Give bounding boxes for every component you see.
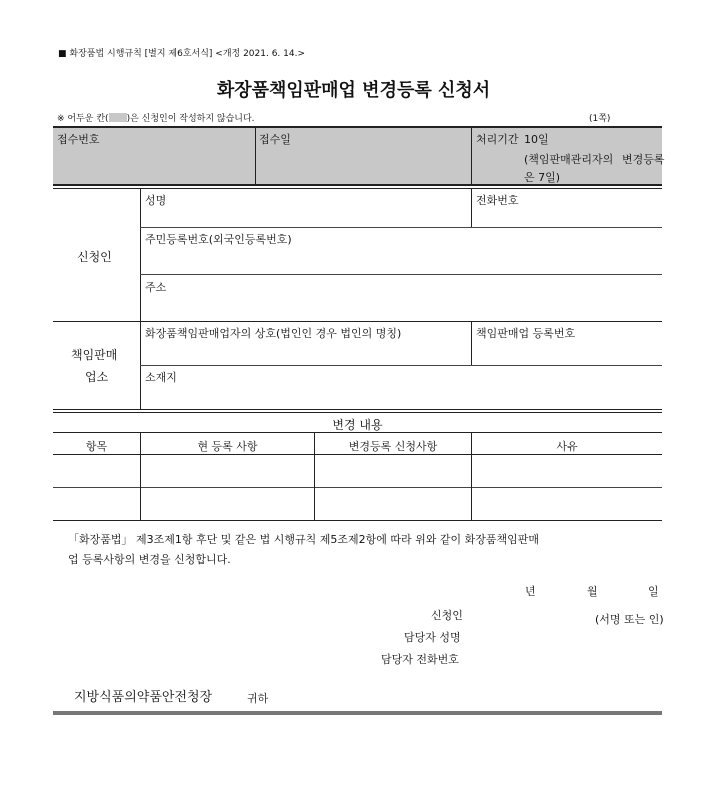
trade-reg-divider [471, 321, 472, 365]
business-section-label-1: 책임판매 [71, 348, 118, 362]
resident-number-label: 주민등록번호(외국인등록번호) [145, 233, 292, 246]
statement-line-1: 「화장품법」 제3조제1항 후단 및 같은 법 시행규칙 제5조제2항에 따라 위와 같이 화장품책임판매 [68, 533, 539, 546]
business-bottom-border-1 [53, 409, 662, 410]
receipt-bottom-border [53, 184, 662, 186]
applicant-top-border [53, 188, 662, 189]
date-month-label: 월 [587, 585, 598, 598]
contact-name-label: 담당자 성명 [404, 631, 461, 644]
receipt-number-label: 접수번호 [57, 133, 100, 146]
col-item-header: 항목 [85, 440, 108, 453]
applicant-row-line-2 [140, 274, 662, 275]
processing-note-3: 은 7일) [524, 171, 561, 184]
receipt-divider-2 [471, 128, 472, 185]
applicant-label-divider [140, 188, 141, 321]
applicant-name-label: 성명 [145, 194, 167, 207]
change-header-line [53, 454, 662, 455]
processing-period-label: 처리기간 [476, 133, 519, 146]
date-year-label: 년 [525, 585, 536, 598]
registration-number-label: 책임판매업 등록번호 [476, 327, 576, 340]
business-location-label: 소재지 [145, 371, 177, 384]
contact-phone-label: 담당자 전화번호 [381, 653, 459, 666]
receipt-divider-1 [255, 128, 256, 185]
business-bottom-border-2 [53, 412, 662, 413]
processing-note-2: 변경등록 [622, 153, 665, 166]
applicant-phone-label: 전화번호 [476, 194, 519, 207]
col-current-header: 현 등록 사항 [197, 440, 258, 453]
page-title: 화장품책임판매업 변경등록 신청서 [216, 80, 491, 101]
applicant-bottom-border [53, 321, 662, 322]
processing-days: 10일 [524, 133, 549, 146]
date-day-label: 일 [648, 585, 659, 598]
recipient-honorific: 귀하 [247, 692, 269, 705]
col-reason-header: 사유 [556, 440, 578, 453]
col-request-header: 변경등록 신청사항 [348, 440, 438, 453]
change-row-line [53, 487, 662, 488]
shaded-note [57, 111, 255, 124]
change-details-title: 변경 내용 [332, 418, 383, 432]
regulation-reference: ■ 화장품법 시행규칙 [별지 제6호서식] <개정 2021. 6. 14.> [58, 49, 305, 59]
shaded-swatch [109, 113, 127, 122]
recipient-name: 지방식품의약품안전청장 [74, 690, 213, 705]
business-row-line [140, 365, 662, 366]
change-bottom-border [53, 520, 662, 521]
signature-applicant-label: 신청인 [431, 609, 463, 622]
change-title-line [53, 432, 662, 433]
table-top-border [53, 126, 662, 128]
trade-name-label: 화장품책임판매업자의 상호(법인인 경우 법인의 명칭) [145, 327, 402, 340]
page-number: (1쪽) [589, 114, 611, 124]
processing-note-1: (책임판매관리자의 [524, 153, 614, 166]
statement-line-2: 업 등록사항의 변경을 신청합니다. [68, 553, 231, 566]
shaded-note-suffix: )은 신청인이 작성하지 않습니다. [126, 114, 255, 124]
applicant-row-line-1 [140, 227, 662, 228]
applicant-address-label: 주소 [145, 281, 167, 294]
receipt-date-label: 접수일 [259, 133, 291, 146]
applicant-section-label: 신청인 [77, 250, 112, 264]
name-phone-divider [471, 188, 472, 227]
business-section-label-2: 업소 [85, 370, 109, 384]
signature-or-seal: (서명 또는 인) [595, 613, 664, 626]
shaded-note-prefix: ※ 어두운 칸( [57, 114, 109, 124]
bottom-thick-rule [53, 711, 662, 715]
